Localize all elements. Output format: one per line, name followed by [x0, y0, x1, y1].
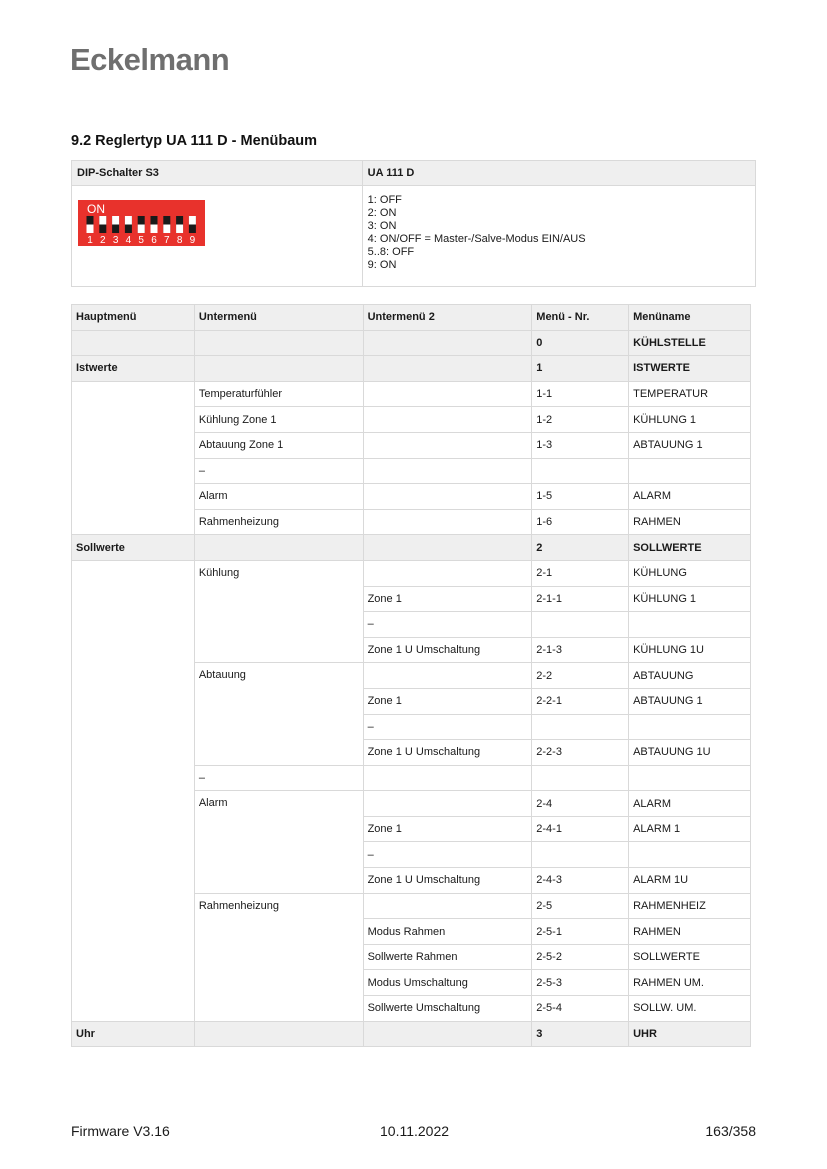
menu-cell-sub2 [363, 381, 532, 407]
menu-cell-nr: 1-1 [532, 381, 629, 407]
footer-date: 10.11.2022 [380, 1123, 450, 1139]
menu-cell-sub2 [363, 663, 532, 689]
menu-cell-sub: – [194, 458, 363, 484]
dip-switch-number: 4 [125, 235, 132, 246]
dip-switch-knob [138, 225, 145, 234]
dip-setting-line: 4: ON/OFF = Master-/Salve-Modus EIN/AUS [367, 233, 586, 245]
menu-cell-sub [194, 1021, 363, 1047]
menu-header-cell: Menü - Nr. [532, 305, 629, 331]
menu-cell-nr: 2-4-3 [532, 868, 629, 894]
menu-cell-sub: Rahmenheizung [194, 893, 363, 1021]
menu-header-cell: Untermenü [194, 305, 363, 331]
menu-cell-sub: Rahmenheizung [194, 509, 363, 535]
menu-cell-nr [532, 458, 629, 484]
menu-cell-sub [194, 356, 363, 382]
menu-cell-name: RAHMEN [629, 919, 751, 945]
dip-switch-knob [87, 225, 94, 234]
menu-tree-table [71, 304, 751, 1047]
menu-cell-sub2 [363, 458, 532, 484]
dip-setting-line: 9: ON [367, 259, 397, 271]
menu-cell-name: ALARM 1 [629, 816, 751, 842]
menu-cell-sub [194, 330, 363, 356]
menu-cell-sub2: Zone 1 U Umschaltung [363, 637, 532, 663]
menu-cell-main: Sollwerte [72, 535, 195, 561]
menu-cell-sub: Alarm [194, 484, 363, 510]
menu-cell-nr: 2-1-1 [532, 586, 629, 612]
menu-cell-name: SOLLWERTE [629, 535, 751, 561]
menu-row [72, 356, 751, 382]
menu-cell-nr: 2-2-3 [532, 740, 629, 766]
menu-cell-name: UHR [629, 1021, 751, 1047]
menu-cell-main [72, 560, 195, 1021]
menu-cell-sub: Kühlung [194, 560, 363, 662]
menu-cell-name: ISTWERTE [629, 356, 751, 382]
menu-cell-nr [532, 842, 629, 868]
menu-cell-sub2: Zone 1 [363, 816, 532, 842]
menu-cell-name: SOLLW. UM. [629, 996, 751, 1022]
menu-cell-name: KÜHLUNG 1 [629, 586, 751, 612]
menu-cell-nr: 2-5-2 [532, 944, 629, 970]
menu-cell-name [629, 765, 751, 791]
menu-row [72, 330, 751, 356]
menu-cell-name: ALARM [629, 484, 751, 510]
menu-cell-nr: 1 [532, 356, 629, 382]
menu-cell-name: ALARM [629, 791, 751, 817]
menu-cell-sub: Alarm [194, 791, 363, 893]
menu-cell-nr: 2-5-1 [532, 919, 629, 945]
dip-switch-number: 7 [164, 235, 170, 246]
dip-switch-number: 2 [100, 235, 106, 246]
menu-cell-nr: 1-3 [532, 432, 629, 458]
menu-cell-nr: 2 [532, 535, 629, 561]
dip-switch-cell [72, 186, 363, 287]
footer-firmware: Firmware V3.16 [71, 1123, 170, 1139]
menu-header-cell: Untermenü 2 [363, 305, 532, 331]
menu-row [72, 535, 751, 561]
menu-cell-sub2: Sollwerte Umschaltung [363, 996, 532, 1022]
menu-cell-sub2 [363, 432, 532, 458]
menu-cell-nr: 1-6 [532, 509, 629, 535]
menu-cell-sub: Temperaturfühler [194, 381, 363, 407]
menu-cell-name: KÜHLUNG 1U [629, 637, 751, 663]
menu-cell-nr: 2-2 [532, 663, 629, 689]
dip-col1-header: DIP-Schalter S3 [72, 161, 363, 186]
menu-cell-sub2: Modus Rahmen [363, 919, 532, 945]
dip-switch-number: 6 [151, 235, 157, 246]
dip-setting-line: 2: ON [367, 207, 397, 219]
dip-switch-number: 9 [189, 235, 196, 246]
menu-cell-nr: 2-2-1 [532, 688, 629, 714]
menu-cell-main [72, 330, 195, 356]
menu-cell-name: ABTAUUNG [629, 663, 751, 689]
menu-cell-name: ABTAUUNG 1U [629, 740, 751, 766]
dip-switch-knob [151, 225, 158, 234]
menu-cell-sub2 [363, 535, 532, 561]
menu-cell-name [629, 612, 751, 638]
menu-cell-sub2: Zone 1 U Umschaltung [363, 868, 532, 894]
menu-cell-name: KÜHLUNG 1 [629, 407, 751, 433]
dip-switch-number: 1 [87, 235, 93, 246]
dip-switch-number: 8 [176, 235, 183, 246]
menu-cell-sub2 [363, 484, 532, 510]
menu-header-cell: Hauptmenü [72, 305, 195, 331]
dip-switch-knob [163, 225, 170, 234]
menu-cell-name: KÜHLUNG [629, 560, 751, 586]
dip-switch-number: 5 [138, 235, 144, 246]
menu-cell-nr: 2-5-3 [532, 970, 629, 996]
dip-switch-number: 3 [112, 235, 119, 246]
menu-cell-sub2 [363, 407, 532, 433]
menu-cell-main: Istwerte [72, 356, 195, 382]
menu-cell-sub2: – [363, 714, 532, 740]
menu-header-cell: Menüname [629, 305, 751, 331]
menu-cell-sub2: Zone 1 [363, 688, 532, 714]
menu-cell-sub2 [363, 356, 532, 382]
menu-cell-name: SOLLWERTE [629, 944, 751, 970]
dip-switch-knob [112, 216, 119, 225]
menu-cell-nr [532, 612, 629, 638]
menu-row [72, 560, 751, 586]
menu-cell-sub [194, 535, 363, 561]
menu-cell-nr: 1-2 [532, 407, 629, 433]
section-title: 9.2 Reglertyp UA 111 D - Menübaum [71, 133, 318, 149]
dip-switch-knob [189, 216, 196, 225]
menu-cell-sub2 [363, 560, 532, 586]
brand-logo: Eckelmann [70, 42, 230, 77]
menu-cell-nr [532, 714, 629, 740]
menu-cell-name: RAHMENHEIZ [629, 893, 751, 919]
menu-cell-sub2 [363, 765, 532, 791]
menu-cell-sub2 [363, 1021, 532, 1047]
dip-settings-list [368, 194, 750, 272]
menu-cell-sub: – [194, 765, 363, 791]
dip-setting-line: 5..8: OFF [367, 246, 415, 258]
dip-on-label: ON [87, 202, 105, 216]
menu-cell-sub2 [363, 330, 532, 356]
menu-cell-name: ALARM 1U [629, 868, 751, 894]
menu-cell-name: TEMPERATUR [629, 381, 751, 407]
menu-cell-sub2: – [363, 612, 532, 638]
dip-setting-line: 1: OFF [367, 194, 402, 206]
menu-cell-sub2 [363, 893, 532, 919]
menu-cell-sub2: Zone 1 U Umschaltung [363, 740, 532, 766]
menu-cell-nr: 0 [532, 330, 629, 356]
menu-cell-nr: 2-4-1 [532, 816, 629, 842]
dip-settings-cell [362, 186, 755, 287]
menu-cell-sub2: Sollwerte Rahmen [363, 944, 532, 970]
menu-cell-name: RAHMEN [629, 509, 751, 535]
menu-cell-nr: 2-1 [532, 560, 629, 586]
menu-cell-sub2 [363, 791, 532, 817]
dip-switch-knob [125, 216, 132, 225]
menu-row [72, 381, 751, 407]
dip-switch-table [71, 160, 756, 287]
dip-switch-knob [176, 225, 183, 234]
menu-cell-sub2 [363, 509, 532, 535]
dip-switch-image [77, 196, 207, 246]
menu-cell-name: ABTAUUNG 1 [629, 432, 751, 458]
footer-page-number: 163/358 [705, 1123, 756, 1139]
menu-cell-name [629, 714, 751, 740]
menu-cell-nr: 3 [532, 1021, 629, 1047]
menu-cell-sub: Kühlung Zone 1 [194, 407, 363, 433]
dip-col2-header: UA 111 D [362, 161, 755, 186]
dip-setting-line: 3: ON [367, 220, 397, 232]
menu-cell-nr: 2-1-3 [532, 637, 629, 663]
menu-cell-name [629, 842, 751, 868]
menu-cell-sub: Abtauung Zone 1 [194, 432, 363, 458]
menu-cell-sub2: – [363, 842, 532, 868]
menu-cell-sub2: Zone 1 [363, 586, 532, 612]
dip-switch-knob [99, 216, 106, 225]
menu-cell-nr: 1-5 [532, 484, 629, 510]
menu-cell-name [629, 458, 751, 484]
menu-cell-name: RAHMEN UM. [629, 970, 751, 996]
menu-row [72, 1021, 751, 1047]
menu-cell-nr [532, 765, 629, 791]
menu-cell-name: KÜHLSTELLE [629, 330, 751, 356]
menu-cell-name: ABTAUUNG 1 [629, 688, 751, 714]
menu-cell-sub2: Modus Umschaltung [363, 970, 532, 996]
menu-cell-nr: 2-5-4 [532, 996, 629, 1022]
menu-cell-main [72, 381, 195, 535]
menu-cell-nr: 2-4 [532, 791, 629, 817]
menu-cell-main: Uhr [72, 1021, 195, 1047]
menu-cell-nr: 2-5 [532, 893, 629, 919]
menu-cell-sub: Abtauung [194, 663, 363, 765]
